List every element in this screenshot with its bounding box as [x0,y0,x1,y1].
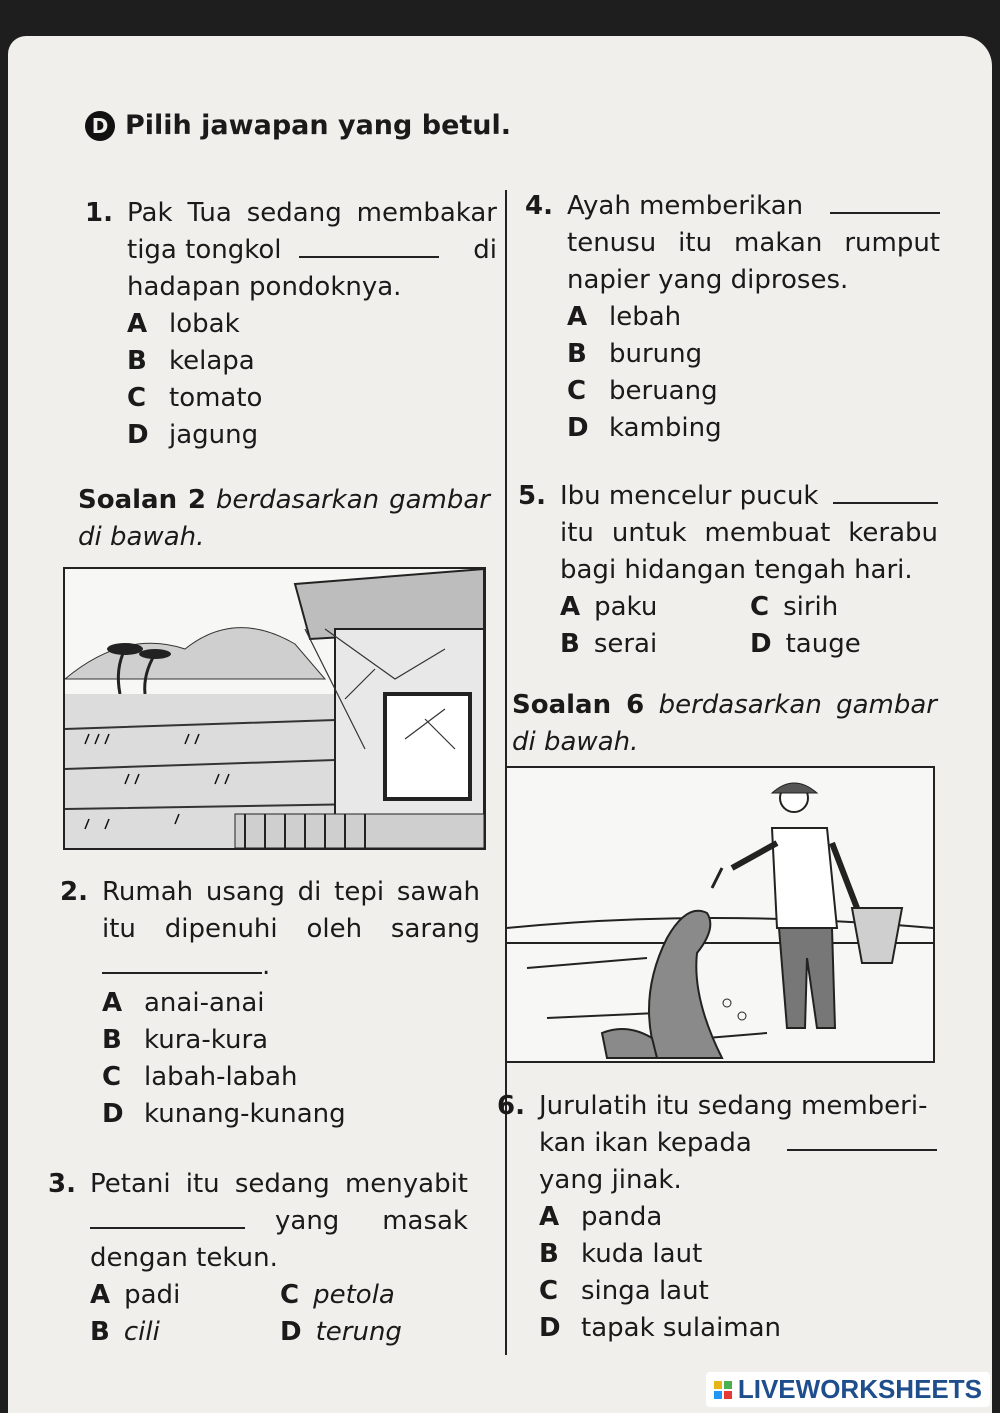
option-a[interactable]: A panda [539,1202,663,1232]
option-c[interactable]: C petola [280,1280,395,1310]
option-b[interactable]: B kelapa [127,346,255,376]
question-number: 6. [497,1091,525,1121]
question-text: itu dipenuhi oleh sarang [102,914,480,944]
answer-blank[interactable] [102,972,262,974]
house-paddy-illustration [65,569,484,848]
question-text: Ayah memberikan [567,191,804,221]
section-letter-badge: D [85,111,115,141]
option-a[interactable]: A lobak [127,309,240,339]
option-c[interactable]: C tomato [127,383,263,413]
option-c[interactable]: C singa laut [539,1276,709,1306]
option-d[interactable]: D jagung [127,420,259,450]
option-d[interactable]: D tapak sulaiman [539,1313,782,1343]
house-paddy-picture [63,567,486,850]
question-text: tiga tongkol [127,235,282,265]
question-text: dengan tekun. [90,1243,278,1273]
answer-blank[interactable] [833,502,938,504]
question-text: yang jinak. [539,1165,682,1195]
sea-lion-picture [505,766,935,1063]
question-1 [85,195,497,454]
question-text: itu untuk membuat kerabu [560,518,938,548]
question-6-intro: Soalan 6 berdasarkan gambar di bawah. [512,690,937,757]
question-text: Jurulatih itu sedang memberi- [539,1091,928,1121]
answer-blank[interactable] [90,1227,245,1229]
answer-blank[interactable] [787,1149,937,1151]
question-number: 1. [85,198,113,228]
question-text: hadapan pondoknya. [127,272,402,302]
answer-blank[interactable] [830,212,940,214]
option-a[interactable]: A paku [560,592,658,622]
question-5 [518,478,938,663]
question-text: Petani itu sedang menyabit [90,1169,468,1199]
question-6 [497,1088,937,1347]
question-number: 5. [518,481,546,511]
question-2: 2. Rumah usang di tepi sawah itu dipenuhi oleh sarang . A anai-anai B kura-kura C labah-labah D kunang-kunang [60,874,480,1133]
question-text: kan ikan kepada [539,1128,752,1158]
question-text: napier yang diproses. [567,265,849,295]
option-b[interactable]: B kura-kura [102,1025,269,1055]
option-d[interactable]: D tauge [750,629,861,659]
option-b[interactable]: B burung [567,339,703,369]
liveworksheets-icon [714,1381,732,1399]
question-3 [48,1166,468,1351]
option-c[interactable]: C beruang [567,376,718,406]
option-b[interactable]: B serai [560,629,658,659]
option-b[interactable]: B kuda laut [539,1239,703,1269]
question-text: Ibu mencelur pucuk [560,481,819,511]
option-a[interactable]: A anai-anai [102,988,265,1018]
question-text: bagi hidangan tengah hari. [560,555,913,585]
option-c[interactable]: C sirih [750,592,839,622]
option-d[interactable]: D terung [280,1317,402,1347]
question-number: 3. [48,1169,76,1199]
question-text: yang masak [275,1206,468,1236]
section-title: Pilih jawapan yang betul. [125,110,512,141]
question-text: Rumah usang di tepi sawah [102,877,480,907]
option-d[interactable]: D kambing [567,413,722,443]
question-2-intro: Soalan 2 berdasarkan gambar di bawah. [78,485,490,552]
question-number: 4. [525,191,553,221]
answer-blank[interactable] [299,256,439,258]
sea-lion-illustration [507,768,933,1061]
option-a[interactable]: A padi [90,1280,181,1310]
question-number: 2. [60,877,88,907]
brand-text: LIVEWORKSHEETS [737,1374,982,1404]
question-text: tenusu itu makan rumput [567,228,940,258]
question-4 [525,188,940,447]
option-c[interactable]: C labah-labah [102,1062,298,1092]
option-d[interactable]: D kunang-kunang [102,1099,346,1129]
section-header [85,110,511,141]
question-text: Pak Tua sedang membakar [127,198,497,228]
liveworksheets-logo[interactable] [706,1372,990,1407]
option-a[interactable]: A lebah [567,302,682,332]
option-b[interactable]: B cili [90,1317,160,1347]
question-text: di [473,235,497,265]
